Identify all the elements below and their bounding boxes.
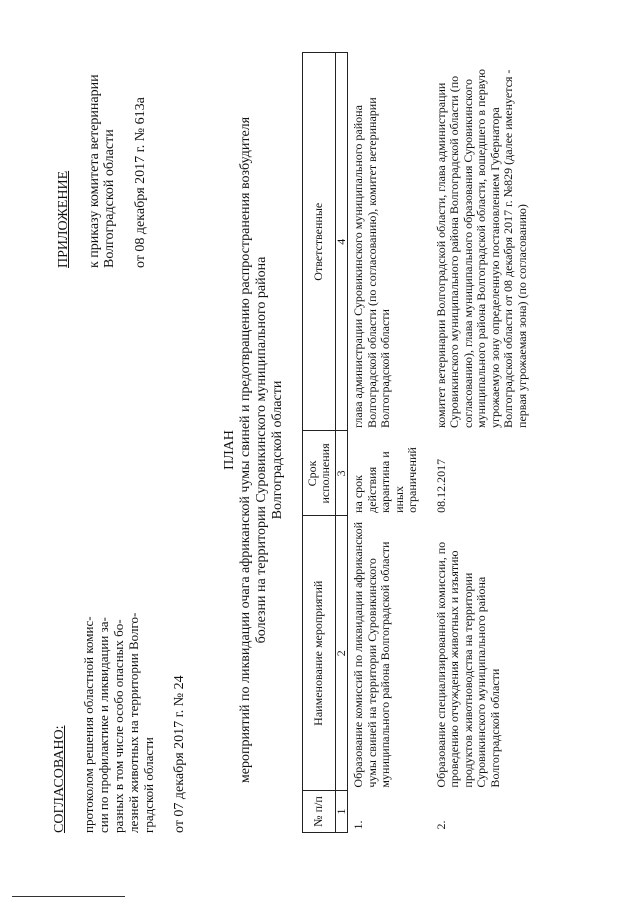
row-responsible: комитет ветеринарии Волгоградской области, глава администрации Суровикинского муниципального района Волгоградской области (по согласованию), глава муниципального образования Суровикинского муниципального района Волгоградской области, вошедшего в первую угрожаемую зону определенную постановлением Губернатора Волгоградской области от 08 декабря 2017 г. №829 (далее именуется - первая угрожаемая зона) (по согласованию): [433, 68, 529, 428]
appendix-line: к приказу комитета ветеринарии: [87, 74, 102, 268]
header-name: Наименование мероприятий: [303, 516, 336, 791]
row-responsible: глава администрации Суровикинского муниципального района Волгоградской области (по согласованию), комитет ветеринарии Волгоградской области: [351, 97, 392, 428]
appendix-title: ПРИЛОЖЕНИЕ: [56, 170, 71, 268]
plan-subtitle-line: Волгоградской области: [270, 380, 285, 520]
agreed-line: протоколом решения областной комис-: [81, 616, 96, 833]
header-term: Срок исполнения: [303, 431, 336, 516]
row-term: 08.12.2017: [433, 458, 448, 513]
row-term: на срок действия карантина и иных ограничений: [351, 447, 419, 513]
plan-subtitle-line: мероприятий по ликвидации очага африканской чумы свиней и предотвращению распространения возбудителя: [238, 116, 253, 784]
appendix-date: от 08 декабря 2017 г. № 613а: [133, 97, 148, 268]
index-cell: 2: [336, 516, 348, 791]
margin-rule: [12, 896, 125, 897]
table-row: [348, 53, 421, 833]
agreed-line: лезней животных на территории Волго-: [126, 612, 141, 833]
agreed-line: градской области: [141, 737, 156, 833]
table-header-row: [303, 53, 336, 833]
table-index-row: [336, 53, 348, 833]
plan-subtitle-line: болезни на территории Суровикинского муниципального района: [254, 256, 269, 644]
agreed-block: [52, 583, 187, 833]
table-row: [421, 53, 531, 833]
appendix-line: Волгоградской области: [102, 129, 117, 268]
header-num: № п/п: [303, 791, 336, 833]
agreed-line: сии по профилактике и ликвидации за-: [96, 617, 111, 833]
agreed-title: СОГЛАСОВАНО:: [52, 725, 67, 833]
row-name: Образование комиссий по ликвидации африканской чумы свиней на территории Суровикинского муниципального района Волгоградской области: [351, 521, 392, 788]
plan-title: ПЛАН: [222, 430, 237, 470]
index-cell: 1: [336, 791, 348, 833]
row-num: 2.: [433, 820, 448, 830]
agreed-date: от 07 декабря 2017 г. № 24: [172, 675, 187, 833]
header-responsible: Ответственные: [303, 53, 336, 431]
index-cell: 3: [336, 431, 348, 516]
row-num: 1.: [351, 820, 365, 830]
plan-table: [302, 52, 530, 833]
plan-heading-block: [222, 35, 286, 865]
appendix-block: [56, 28, 148, 268]
row-name: Образование специализированной комиссии, по проведению отчуждения животных и изъятию продуктов животноводства на территории Суровикинского муниципального района Волгоградской области: [433, 541, 502, 788]
agreed-line: разных в том числе особо опасных бо-: [111, 619, 126, 833]
index-cell: 4: [336, 53, 348, 431]
